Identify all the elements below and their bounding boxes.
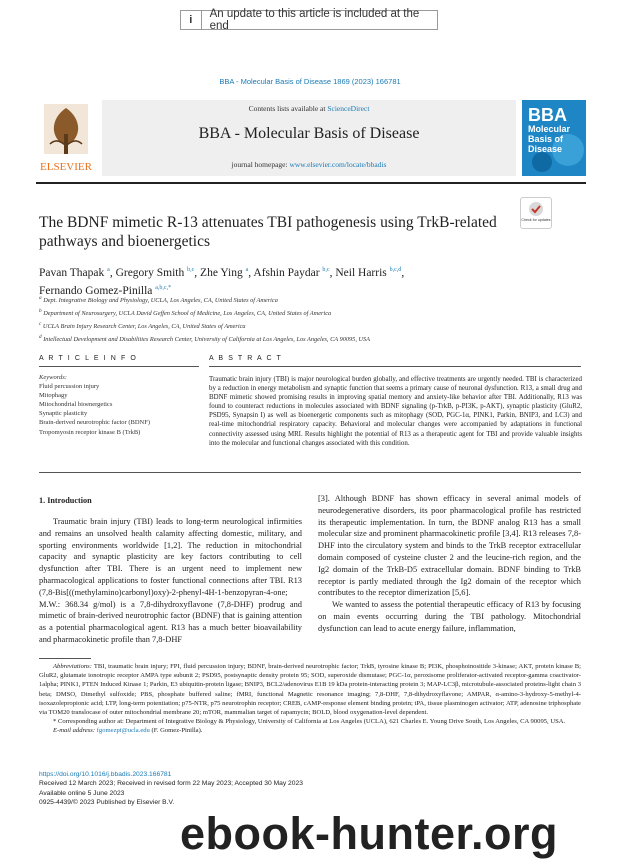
divider <box>209 366 581 367</box>
available-online: Available online 5 June 2023 <box>39 789 125 797</box>
author-name[interactable]: Afshin Paydar <box>253 266 320 279</box>
author-name[interactable]: Neil Harris <box>335 266 387 279</box>
email-label: E-mail address: <box>53 727 96 735</box>
journal-masthead <box>36 100 586 180</box>
body-column-left: Traumatic brain injury (TBI) leads to long-term neurological infirmities and remains an unsolved health calamity affecting domestic, military, and sporting environments worldwide [1,2]. The reduction in mitochondrial capacity and synaptic plasticity are key factors contributing to cell dysfunction after TBI. There is an urgent need to implement new pharmacological applications to foster functional connections after TBI. R13 (7,8-Bis[((methylamino)carbonyl)oxy)-2-phenyl-4H-1-benzopyran-4-one; M.W.: 368.34 g/mol) is a 7,8-dihydroxyflavone (7,8-DHF) prodrug and mimetic of brain-derived neurotrophic factor (BDNF) that is gaining attention as a potential pharmacological agent. R13 has a much better bioavailability and pharmacokinetic profile than 7,8-DHF <box>39 517 302 644</box>
author-name[interactable]: Pavan Thapak <box>39 266 105 279</box>
keyword-item: Tropomyosin receptor kinase B (TrkB) <box>39 428 141 436</box>
author-list: Pavan Thapak $^a$, Gregory Smith $^{b,c}$, Zhe Ying $^a$, Afshin Paydar $^{b,c}$, Neil Harris $^{b,c,d}$, Fernando Gomez-Pinilla $^{a,b,c,*}$ <box>39 266 405 297</box>
body-paragraph: We wanted to assess the potential therapeutic efficacy of R13 by focusing on main events occurring during the TBI pathology. Mitochondrial dysfunction can lead to acute energy failure, inflammation, <box>318 600 581 633</box>
author-name[interactable]: Gregory Smith <box>115 266 185 279</box>
abbreviations-label: Abbreviations: <box>53 663 92 670</box>
footnote-divider <box>39 658 91 659</box>
check-for-updates-button[interactable] <box>520 197 552 229</box>
journal-title-box <box>102 100 516 176</box>
homepage-prefix: journal homepage: <box>231 160 290 169</box>
author-affiliation-mark[interactable]: a,b,c,* <box>155 284 172 291</box>
doi-link[interactable]: https://doi.org/10.1016/j.bbadis.2023.166781 <box>39 771 172 778</box>
affiliation-list <box>39 293 579 345</box>
abbreviations-text: TBI, traumatic brain injury; FPI, fluid percussion injury; BDNF, brain-derived neurotrophic factor; TrkB, tyrosine kinase B; PI3K, phosphoinositide 3-kinase; AKT, protein kinase B; GluR2, glutamate ionotropic receptor AMPA type subunit 2; PSD95, postsynaptic density protein 95; SOD, superoxide dismutase; PGC-1α, peroxisome proliferator-activated receptor-gamma coactivator-1alpha; PINK1, PTEN Induced Kinase 1; Parkin, E3 ubiquitin-protein ligase; BNIP3, BCL2/adenovirus E1B 19 kDa protein-interacting protein 3; MAP-LC3β, microtubule-associated proteins-light chain 3 beta; DMSO, Dimethyl sulfoxide; PBS, phosphate buffered saline; fMRI, functional Magnetic resonance imaging; 7,8-DHF, 7,8-dihydroxyflavone; AMPAR, α-amino-3-hydroxy-5-methyl-4-isoxazolepropionic acid; LTP, long-term potentiation; p75-NTR, p75 neurotrophin receptor; CREB, cAMP-response element binding protein; tPA, tissue plasminogen activator; ATP, adenosine triphosphate via TOM20 translocase of outer mitochondrial membrane 20; mTOR, mammalian target of rapamycin; BOLD, blood oxygenation-level dependent. <box>39 663 582 717</box>
contents-line <box>102 104 516 113</box>
body-paragraph: [3]. Although BDNF has shown efficacy in several animal models of neurodegenerative disorders, its poor pharmacological profile has restricted its therapeutic implementation. In turn, the BDNF analog R13 has a small molecular size and prominent pharmacokinetic profile [3,4]. R13 releases 7,8-DHF into the circulatory system and binds to the TrkB receptor extracellular domain composed of cysteine cluster 2 and the leucine-rich region, and the Ig2 domain of the TrkB-D5 extracellular domain. BDNF binding to TrkB receptor is partly mediated through the Ig2 domain of the receptor which contributes to the receptor dimerization [5,6]. <box>318 494 581 598</box>
journal-citation[interactable]: BBA - Molecular Basis of Disease 1869 (2023) 166781 <box>219 77 401 86</box>
keyword-item: Mitochondrial bioenergetics <box>39 401 113 409</box>
corresponding-author-footnote: * Corresponding author at: Department of Integrative Biology & Physiology, University of California at Los Angeles (UCLA), 621 Charles E. Young Drive South, Los Angeles, CA 90095, USA. <box>53 718 566 726</box>
elsevier-logo <box>36 100 96 176</box>
contents-prefix: Contents lists available at <box>248 104 328 113</box>
publication-info <box>39 770 339 807</box>
cover-line: Molecular <box>528 124 571 134</box>
cover-line: Disease <box>528 144 563 154</box>
info-icon: i <box>181 11 202 29</box>
author-affiliation-mark[interactable]: b,c <box>187 267 195 273</box>
cover-line: BBA <box>528 105 567 125</box>
homepage-line <box>102 160 516 169</box>
check-updates-label: Check for updates <box>521 218 551 222</box>
affiliation-item: $^a$ Dept. Integrative Biology and Physiology, UCLA, Los Angeles, CA, United States of America <box>39 295 278 305</box>
received-dates: Received 12 March 2023; Received in revised form 22 May 2023; Accepted 30 May 2023 <box>39 780 303 788</box>
author-name[interactable]: Zhe Ying <box>200 266 243 279</box>
update-banner[interactable] <box>180 10 438 30</box>
author-affiliation-mark[interactable]: a <box>245 267 249 273</box>
check-updates-icon <box>521 198 551 228</box>
abbreviations-footnote <box>39 662 581 717</box>
cover-line: Basis of <box>528 134 564 144</box>
keywords-list <box>39 373 204 437</box>
keyword-item: Mitophagy <box>39 392 68 400</box>
keyword-item: Fluid percussion injury <box>39 383 100 391</box>
header-divider <box>36 182 586 184</box>
affiliation-item: $^d$ Intellectual Development and Disabilities Research Center, University of California at Los Angeles, Los Angeles, CA 90095, USA <box>39 334 371 344</box>
article-info-heading: A R T I C L E I N F O <box>39 355 138 362</box>
author-name[interactable]: Fernando Gomez-Pinilla <box>39 284 153 297</box>
abstract-heading: A B S T R A C T <box>209 355 283 362</box>
affiliation-item: $^c$ UCLA Brain Injury Research Center, Los Angeles, CA, United States of America <box>39 321 246 331</box>
email-footnote <box>39 726 581 735</box>
author-affiliation-mark[interactable]: b,c <box>322 267 330 273</box>
sciencedirect-link[interactable]: ScienceDirect <box>327 104 370 113</box>
divider <box>39 366 199 367</box>
publisher-name: ELSEVIER <box>40 161 92 173</box>
article-title: The BDNF mimetic R-13 attenuates TBI pathogenesis using TrkB-related pathways and bioenergetics <box>39 214 497 250</box>
journal-homepage-link[interactable]: www.elsevier.com/locate/bbadis <box>289 160 387 169</box>
keywords-title: Keywords: <box>39 374 67 381</box>
divider <box>39 472 581 473</box>
watermark: ebook-hunter.org <box>180 808 558 859</box>
author-email-link[interactable]: fgomezpi@ucla.edu <box>96 727 150 735</box>
update-banner-text: An update to this article is included at the end <box>209 8 420 32</box>
abstract-text: Traumatic brain injury (TBI) is major neurological burden globally, and effective treatments are urgently needed. TBI is characterized by a reduction in energy metabolism and synaptic function that seems a primary cause of neuronal dysfunction. R13, a small drug and BDNF mimetic showed promising results in improving spatial memory and anxiety-like behavior after TBI. Additionally, R13 was found to counteract reductions in molecules associated with BDNF signaling (p-TrkB, p-PI3K, p-AKT), synaptic plasticity (GluR2, PSD95, Synapsin I) as well as bioenergetic components such as mitophagy (SOD, PGC-1α, PINK1, Parkin, BNIP3, and LC3) and real-time mitochondrial respiratory capacity. Behavioral and molecular changes were accompanied by adaptations in functional connectivity assessed using MRI. Results highlight the potential of R13 as a therapeutic agent for TBI and provide valuable insights into the molecular and functional changes associated with this condition. <box>209 376 582 447</box>
keyword-item: Brain-derived neurotrophic factor (BDNF) <box>39 419 151 427</box>
section-heading-introduction: 1. Introduction <box>39 496 92 505</box>
issn-copyright: 0925-4439/© 2023 Published by Elsevier B.V. <box>39 798 175 806</box>
journal-name: BBA - Molecular Basis of Disease <box>198 125 420 142</box>
keyword-item: Synaptic plasticity <box>39 410 88 418</box>
email-suffix: (F. Gomez-Pinilla). <box>149 727 203 735</box>
author-affiliation-mark[interactable]: a <box>107 267 110 273</box>
affiliation-item: $^b$ Department of Neurosurgery, UCLA David Geffen School of Medicine, Los Angeles, CA, United States of America <box>39 308 332 318</box>
footnotes <box>39 662 581 736</box>
author-affiliation-mark[interactable]: b,c,d <box>389 267 402 273</box>
body-column-right <box>318 493 581 635</box>
journal-cover-image <box>522 100 586 176</box>
